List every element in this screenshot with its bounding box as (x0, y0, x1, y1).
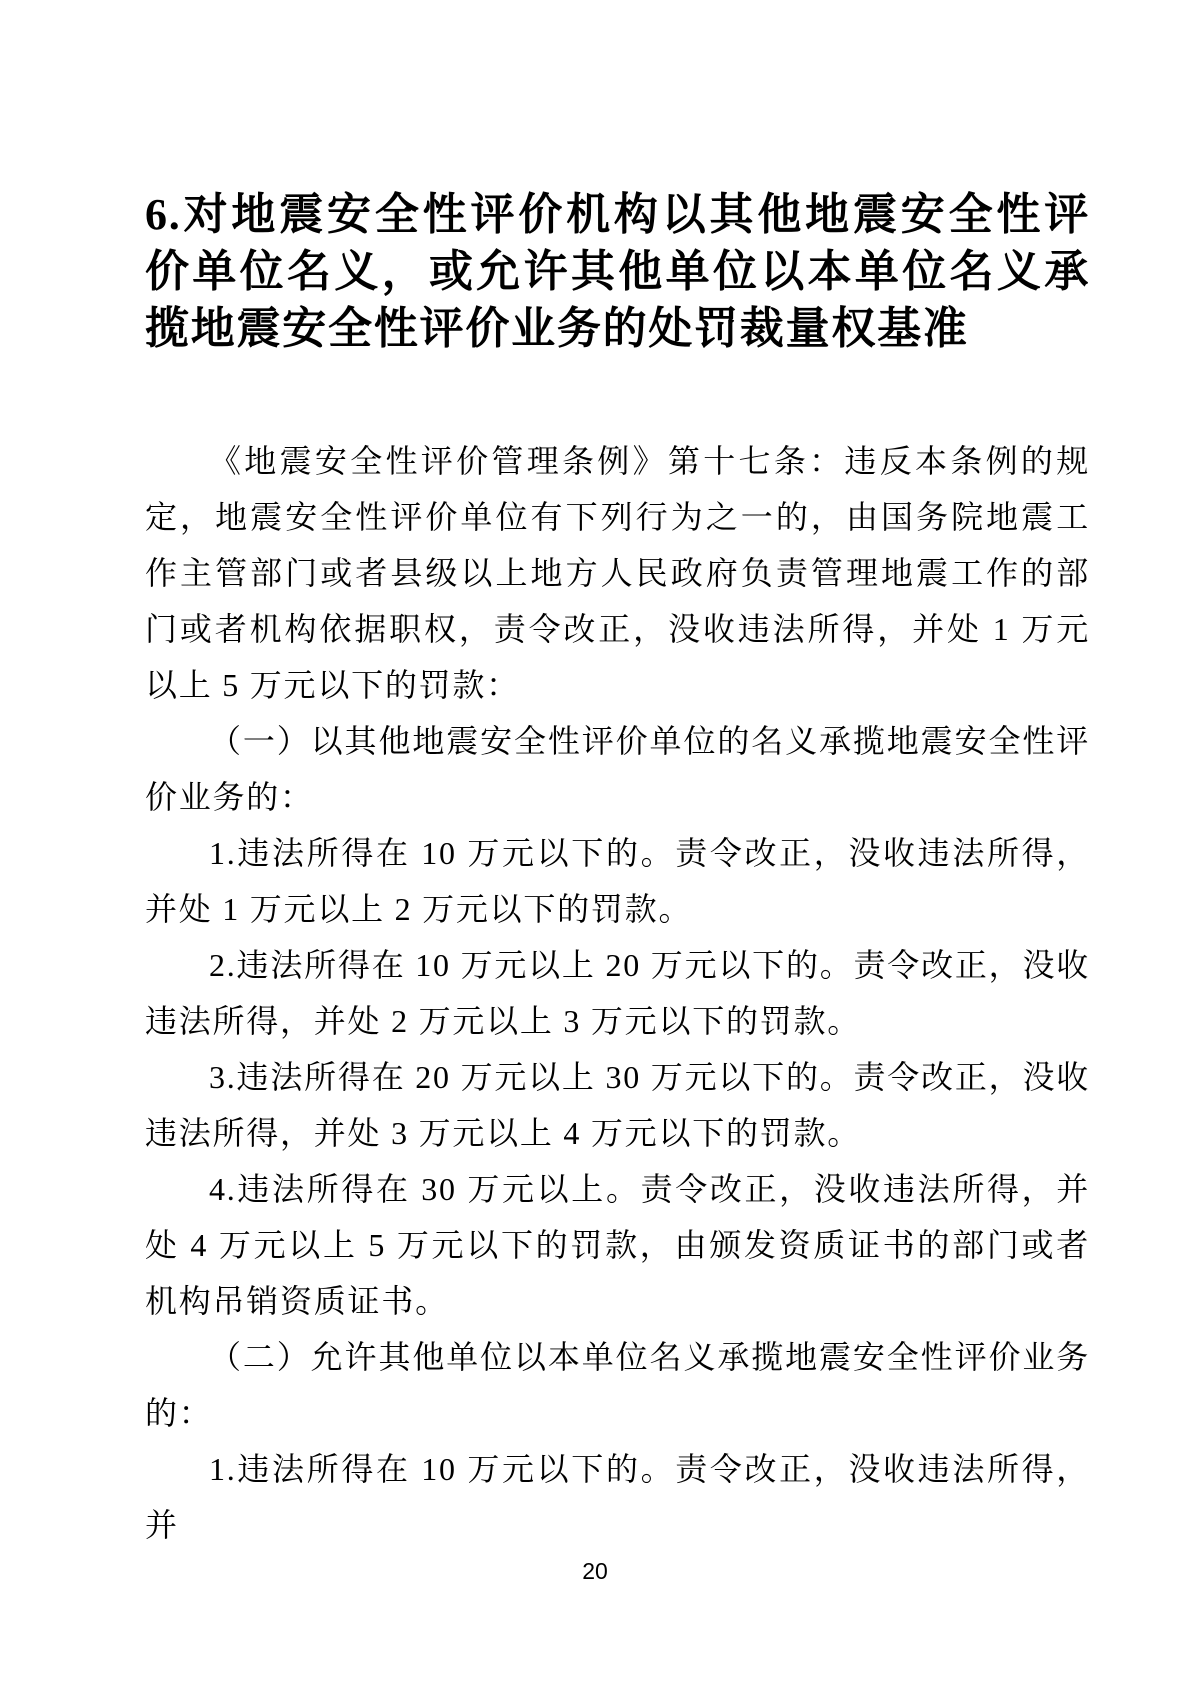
document-body (145, 433, 1090, 1553)
paragraph: 4.违法所得在 30 万元以上。责令改正，没收违法所得，并处 4 万元以上 5 万元以下的罚款，由颁发资质证书的部门或者机构吊销资质证书。 (145, 1171, 1090, 1319)
paragraph: 2.违法所得在 10 万元以上 20 万元以下的。责令改正，没收违法所得，并处 2 万元以上 3 万元以下的罚款。 (145, 947, 1090, 1039)
document-content (145, 186, 1090, 1553)
paragraph: 《地震安全性评价管理条例》第十七条：违反本条例的规定，地震安全性评价单位有下列行为之一的，由国务院地震工作主管部门或者县级以上地方人民政府负责管理地震工作的部门或者机构依据职权，责令改正，没收违法所得，并处 1 万元以上 5 万元以下的罚款： (145, 443, 1090, 703)
paragraph: （一）以其他地震安全性评价单位的名义承揽地震安全性评价业务的： (145, 723, 1090, 815)
paragraph: 1.违法所得在 10 万元以下的。责令改正，没收违法所得，并处 1 万元以上 2 万元以下的罚款。 (145, 835, 1090, 927)
paragraph: （二）允许其他单位以本单位名义承揽地震安全性评价业务的： (145, 1339, 1090, 1431)
paragraph: 1.违法所得在 10 万元以下的。责令改正，没收违法所得，并 (145, 1451, 1090, 1543)
paragraph: 3.违法所得在 20 万元以上 30 万元以下的。责令改正，没收违法所得，并处 3 万元以上 4 万元以下的罚款。 (145, 1059, 1090, 1151)
page-title: 6.对地震安全性评价机构以其他地震安全性评价单位名义，或允许其他单位以本单位名义承揽地震安全性评价业务的处罚裁量权基准 (145, 190, 1090, 353)
page-number: 20 (582, 1558, 608, 1584)
